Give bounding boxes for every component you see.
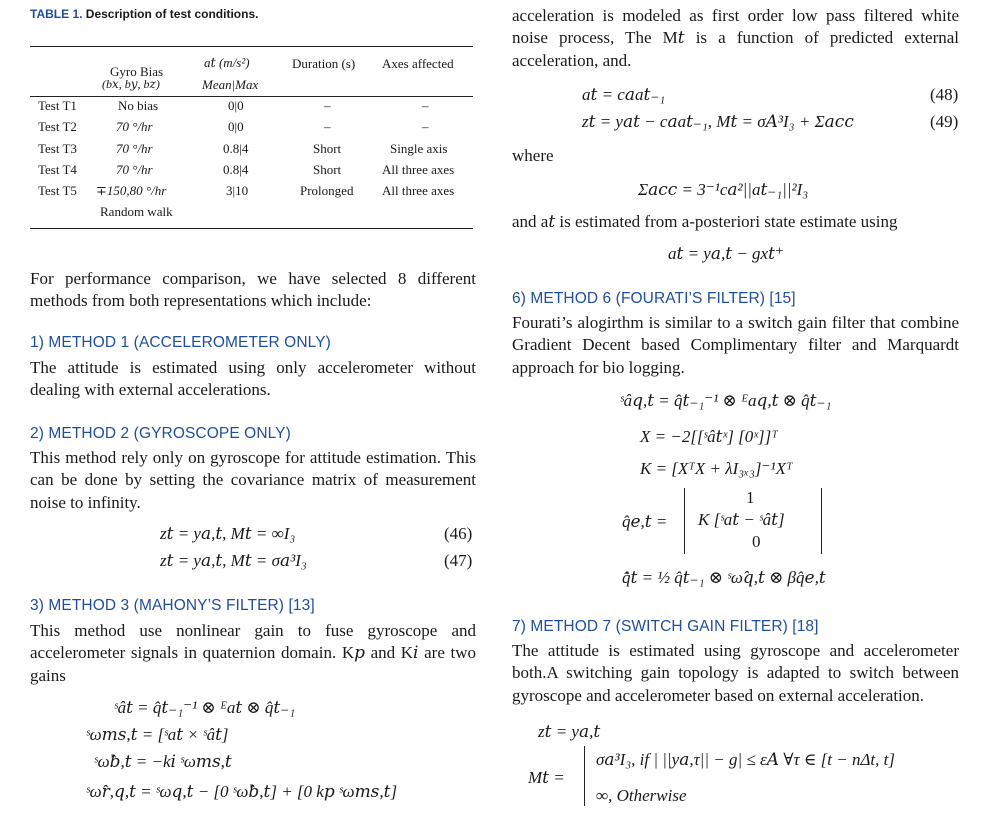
sigma-acc-equation: Σ𝑎𝑐𝑐 = 3⁻¹c𝑎²||a𝑡₋₁||²I₃ [638,180,809,199]
row-bias: 70 °/hr [116,119,153,134]
table-header-rule [30,96,473,97]
method6-eq4-bot: 0 [752,532,761,551]
row-axes: All three axes [382,162,455,177]
method3-equation-2: ˢω𝑚𝑠,𝑡 = [ˢa𝑡 × ˢâ𝑡] [86,725,229,744]
equation-46: z𝑡 = y𝑎,𝑡, M𝑡 = ∞I₃ [160,524,296,543]
header-gyro-bias-sub: (b𝑥, b𝑦, b𝑧) [102,77,160,91]
method7-eq2-lhs: M𝑡 = [528,768,565,787]
method2-text: This method rely only on gyroscope for attitude estimation. This can be done by setting the covariance matrix of measurement noise to infinity. [30,448,476,512]
table-top-rule [30,46,473,47]
equation-48: a𝑡 = c𝑎a𝑡₋₁ [582,85,666,104]
header-acceleration-sub: Mean|Max [202,77,259,92]
row-duration: Short [313,162,342,177]
header-duration: Duration (s) [292,56,356,71]
row-test: Test T5 [38,183,77,198]
row-acc: 0.8|4 [223,141,249,156]
method3-equation-4: ˢω̂𝑟,𝑞,𝑡 = ˢω𝑞,𝑡 − [0 ˢω̂𝑏,𝑡] + [0 k𝑝 ˢω𝑚𝑠,𝑡] [86,782,398,801]
table-label: TABLE 1. [30,7,83,21]
method6-equation-1: ˢâ𝑞,𝑡 = q̂𝑡₋₁⁻¹ ⊗ ᴱa𝑞,𝑡 ⊗ q̂𝑡₋₁ [620,391,832,410]
method7-case-2: ∞, Otherwise [596,786,687,805]
right-column [512,0,959,815]
method6-equation-5: q̂̇𝑡 = ½ q̂𝑡₋₁ ⊗ ˢω̂𝑞,𝑡 ⊗ βq̂𝑒,𝑡 [622,568,826,587]
row-acc: 0.8|4 [223,162,249,177]
row-test: Test T2 [38,119,77,134]
equation-49-number: (49) [930,112,959,131]
method6-equation-3: K = [XᵀX + λI₃ₓ₃]⁻¹Xᵀ [640,459,793,478]
header-acceleration: a𝑡 (m/s²) [204,55,250,70]
table-extra-row: Random walk [100,204,173,219]
method3-text: This method use nonlinear gain to fuse gyroscope and accelerometer signals in quaternion domain. K𝑝 and K𝑖 are two gains [30,621,476,685]
row-axes: – [422,98,429,113]
method3-equation-3: ˢω̂𝑏,𝑡 = −k𝑖 ˢω𝑚𝑠,𝑡 [94,752,232,771]
row-bias: ∓150,80 °/hr [96,183,167,198]
acceleration-estimate-equation: a𝑡 = y𝑎,𝑡 − gx𝑡⁺ [668,244,784,263]
method3-equation-1: ˢâ𝑡 = q̂𝑡₋₁⁻¹ ⊗ ᴱa𝑡 ⊗ q̂𝑡₋₁ [114,698,296,717]
equation-47-number: (47) [444,551,473,570]
method6-eq4-lhs: q̂𝑒,𝑡 = [622,512,668,531]
method6-equation-2: X = −2[[ˢâ𝑡ˣ] [0ˣ]]ᵀ [640,427,778,446]
where-text: where [512,146,554,165]
method6-eq4-top: 1 [746,488,755,507]
equation-47: z𝑡 = y𝑎,𝑡, M𝑡 = σ𝑎³I₃ [160,551,307,570]
row-duration: – [324,119,331,134]
row-axes: – [422,119,429,134]
method7-equation-1: z𝑡 = y𝑎,𝑡 [538,722,601,741]
row-axes: Single axis [390,141,448,156]
row-bias: 70 °/hr [116,162,153,177]
right-paragraph-2: and a𝑡 is estimated from a-posteriori state estimate using [512,212,898,231]
row-bias: No bias [118,98,159,113]
row-test: Test T1 [38,98,77,113]
row-duration: Short [313,141,342,156]
equation-48-number: (48) [930,85,959,104]
method7-heading: 7) METHOD 7 (SWITCH GAIN FILTER) [18] [512,618,819,635]
row-acc: 0|0 [228,119,244,134]
equation-46-number: (46) [444,524,473,543]
right-paragraph-1: acceleration is modeled as first order low pass filtered white noise process, The M𝑡 is a function of predicted external acceleration, and. [512,6,959,70]
equation-49: z𝑡 = y𝑎𝑡 − c𝑎a𝑡₋₁, M𝑡 = σ𝐴³I₃ + Σ𝑎𝑐𝑐 [582,112,854,131]
method6-heading: 6) METHOD 6 (FOURATI’S FILTER) [15] [512,290,796,307]
header-gyro-bias: Gyro Bias [110,64,164,79]
left-column [30,0,476,815]
intro-paragraph: For performance comparison, we have selected 8 different methods from both representations which include: [30,269,476,311]
table-caption [30,7,258,21]
table-caption-text: Description of test conditions. [85,7,259,21]
header-axes: Axes affected [382,56,454,71]
method6-text: Fourati’s alogirthm is similar to a switch gain filter that combine Gradient Decent based Complimentary filter and Marquardt approach for bio logging. [512,313,959,377]
row-duration: Prolonged [300,183,354,198]
row-duration: – [324,98,331,113]
method3-heading: 3) METHOD 3 (MAHONY’S FILTER) [13] [30,597,315,614]
method6-eq4-mid: K [ˢa𝑡 − ˢâ𝑡] [698,510,785,529]
row-acc: 0|0 [228,98,244,113]
table-bottom-rule [30,228,473,229]
row-test: Test T3 [38,141,77,156]
method7-case-1: σ𝑎³I₃, if | ||y𝑎,τ|| − g| ≤ ε𝐴 ∀τ ∈ [t − nΔt, t] [596,750,895,769]
method2-heading: 2) METHOD 2 (GYROSCOPE ONLY) [30,425,291,442]
row-acc: 3|10 [226,183,249,198]
method7-text: The attitude is estimated using gyroscope and accelerometer both.A switching gain topology is adapted to switch between gyroscope and accelerometer based on external acceleration. [512,641,959,705]
method1-heading: 1) METHOD 1 (ACCELEROMETER ONLY) [30,334,331,351]
method7-cases-brace [584,746,593,806]
row-bias: 70 °/hr [116,141,153,156]
row-test: Test T4 [38,162,77,177]
row-axes: All three axes [382,183,455,198]
method1-text: The attitude is estimated using only accelerometer without dealing with external accelerations. [30,358,476,400]
